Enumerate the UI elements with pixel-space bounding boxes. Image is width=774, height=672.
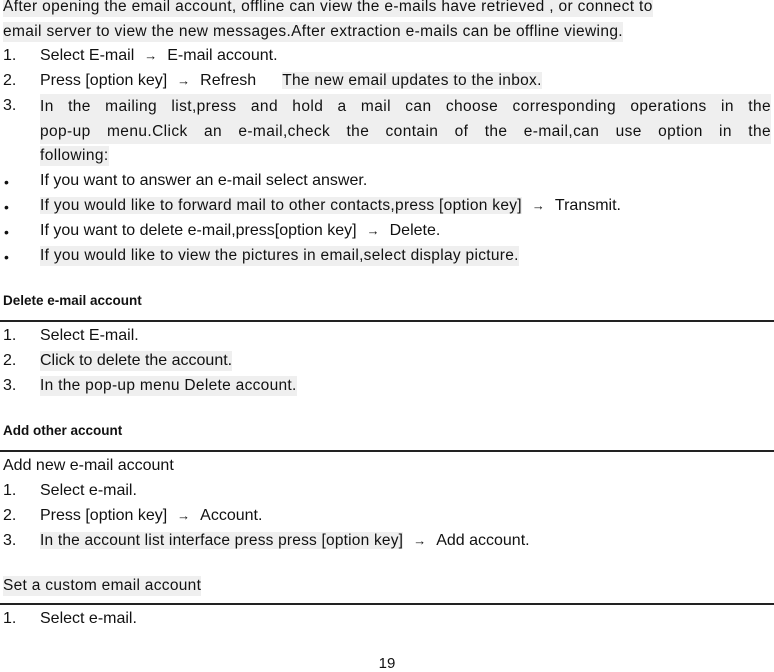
bullet-text: If you would like to forward mail to other contacts,press [option key] bbox=[40, 197, 522, 214]
step-number: 3. bbox=[3, 377, 17, 394]
step-select-email bbox=[40, 46, 278, 66]
bullet-pictures: If you would like to view the pictures in email,select display picture. bbox=[40, 247, 519, 264]
step-number: 2. bbox=[3, 352, 17, 369]
section-heading-custom: Set a custom email account bbox=[3, 577, 202, 594]
section-divider bbox=[0, 603, 774, 605]
bullet-after: Delete. bbox=[389, 222, 441, 239]
step-after: Add account. bbox=[436, 532, 530, 549]
step-text: Refresh bbox=[200, 72, 257, 89]
step-number: 3. bbox=[3, 97, 17, 114]
step-text: Press [option key] bbox=[40, 507, 168, 524]
bullet-forward bbox=[40, 196, 621, 216]
intro-line-2: email server to view the new messages.After extraction e-mails can be offline viewing. bbox=[3, 23, 623, 40]
delete-step-1: Select E-mail. bbox=[40, 327, 139, 344]
arrow-icon: → bbox=[413, 533, 427, 548]
step-number: 1. bbox=[3, 327, 17, 344]
step-number: 1. bbox=[3, 482, 17, 499]
bullet-icon: • bbox=[4, 224, 9, 240]
intro-line-1: After opening the email account, offline can view the e-mails have retrieved , or connect to bbox=[3, 0, 653, 17]
arrow-icon: → bbox=[177, 73, 191, 88]
bullet-answer: If you want to answer an e-mail select answer. bbox=[40, 172, 368, 189]
bullet-icon: • bbox=[4, 174, 9, 190]
section-heading-delete: Delete e-mail account bbox=[3, 293, 142, 308]
bullet-icon: • bbox=[4, 199, 9, 215]
bullet-text: If you want to delete e-mail,press[option key] bbox=[40, 222, 357, 239]
step-number: 1. bbox=[3, 47, 17, 64]
step-note: The new email updates to the inbox. bbox=[282, 72, 542, 89]
step-number: 1. bbox=[3, 610, 17, 627]
step-paragraph-line: pop-up menu.Click an e-mail,check the contain of the e-mail,can use option in the bbox=[40, 119, 771, 144]
step-after: Account. bbox=[200, 507, 263, 524]
step-number: 2. bbox=[3, 507, 17, 524]
add-step-3 bbox=[40, 531, 530, 551]
step-paragraph-line: In the mailing list,press and hold a mail can choose corresponding operations in the bbox=[40, 94, 771, 119]
delete-step-3: In the pop-up menu Delete account. bbox=[40, 377, 297, 394]
bullet-icon: • bbox=[4, 249, 9, 265]
section-divider bbox=[0, 320, 774, 322]
arrow-icon: → bbox=[144, 48, 158, 63]
step-number: 2. bbox=[3, 72, 17, 89]
delete-step-2: Click to delete the account. bbox=[40, 352, 233, 369]
step-number: 3. bbox=[3, 532, 17, 549]
section-heading-add: Add other account bbox=[3, 423, 123, 438]
bullet-after: Transmit. bbox=[554, 197, 621, 214]
step-refresh bbox=[40, 71, 542, 91]
add-subtitle: Add new e-mail account bbox=[3, 457, 174, 474]
custom-step-1: Select e-mail. bbox=[40, 610, 137, 627]
arrow-icon: → bbox=[366, 223, 380, 238]
add-step-1: Select e-mail. bbox=[40, 482, 137, 499]
section-divider bbox=[0, 450, 774, 452]
step-text: Select E-mail bbox=[40, 47, 135, 64]
page-number: 19 bbox=[378, 655, 396, 672]
arrow-icon: → bbox=[531, 198, 545, 213]
step-text: In the account list interface press press [option key] bbox=[40, 532, 404, 549]
arrow-icon: → bbox=[177, 508, 191, 523]
step-text: E-mail account. bbox=[167, 47, 278, 64]
step-paragraph-line: following: bbox=[40, 147, 109, 164]
add-step-2 bbox=[40, 506, 262, 526]
step-text: Press [option key] bbox=[40, 72, 168, 89]
bullet-delete bbox=[40, 221, 440, 241]
